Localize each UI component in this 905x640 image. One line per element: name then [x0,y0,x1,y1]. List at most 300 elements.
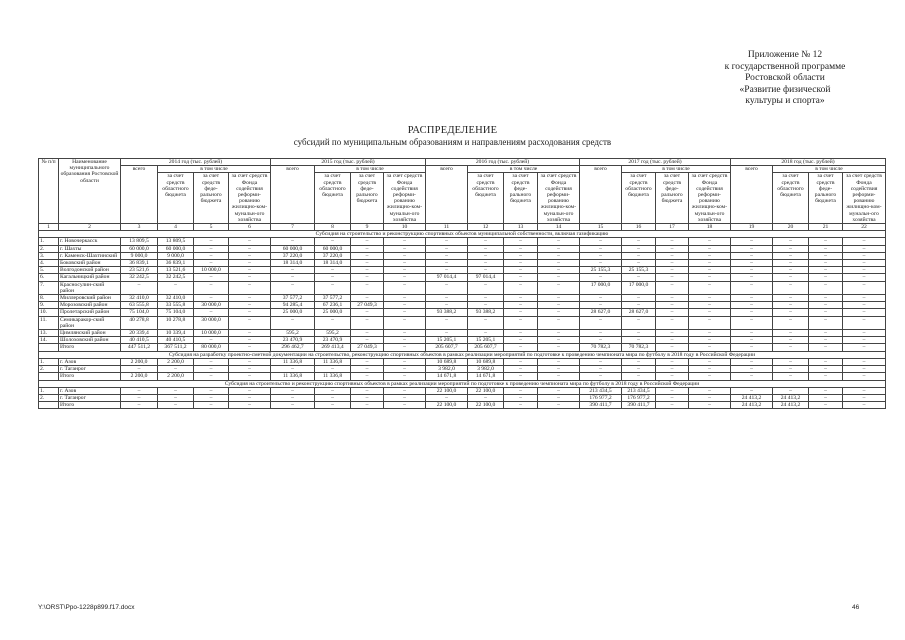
column-numbers-row [39,224,886,231]
value-cell: 75 104,0 [121,309,158,316]
value-cell: 18 314,0 [271,260,315,267]
value-cell: – [843,394,886,401]
value-cell: – [504,267,538,274]
value-cell: – [731,245,773,252]
value-cell: 94 285,4 [271,302,315,309]
header-fund: за счет средств Фонда содействия реформи-рованию жилищно-ком-мунальн-ого хозяйства [229,173,271,224]
value-cell: 93 388,2 [426,309,468,316]
value-cell: – [384,281,426,294]
value-cell: 40 410,5 [158,337,194,344]
value-cell: – [773,252,809,259]
value-cell: 15 205,1 [426,337,468,344]
value-cell: – [504,302,538,309]
value-cell: – [351,238,384,245]
value-cell: – [843,330,886,337]
value-cell: – [384,402,426,409]
value-cell: 176 977,2 [622,394,656,401]
value-cell: – [773,373,809,380]
value-cell: – [468,252,504,259]
value-cell: – [384,394,426,401]
value-cell: – [773,344,809,351]
header-regional: за счет средств областного бюджета [622,173,656,224]
value-cell: 3 982,0 [468,366,504,373]
value-cell: 33 555,8 [158,302,194,309]
value-cell: – [315,238,351,245]
value-cell: – [538,337,580,344]
value-cell: – [538,252,580,259]
value-cell: – [538,402,580,409]
value-cell: – [194,402,229,409]
value-cell: – [538,281,580,294]
value-cell: – [384,252,426,259]
value-cell: – [271,402,315,409]
value-cell: – [689,281,731,294]
value-cell: – [731,330,773,337]
value-cell: – [229,281,271,294]
value-cell: – [580,274,622,281]
municipality-name: Пролетарский район [59,309,121,316]
value-cell: – [229,274,271,281]
row-number: 1. [39,387,59,394]
value-cell: – [121,366,158,373]
value-cell: – [809,302,843,309]
value-cell: – [468,302,504,309]
value-cell: – [229,330,271,337]
value-cell: – [351,337,384,344]
total-row [39,344,886,351]
value-cell: – [843,252,886,259]
value-cell: – [580,337,622,344]
value-cell: 213 434,5 [622,387,656,394]
value-cell: – [194,358,229,365]
value-cell: – [809,402,843,409]
value-cell: – [656,309,689,316]
row-number [39,402,59,409]
value-cell: – [504,238,538,245]
table-row [39,387,886,394]
value-cell: – [194,252,229,259]
value-cell: 97 014,4 [468,274,504,281]
value-cell: – [504,402,538,409]
value-cell: – [271,274,315,281]
value-cell: – [271,267,315,274]
header-regional: за счет средств областного бюджета [315,173,351,224]
value-cell: – [426,394,468,401]
value-cell: 10 689,8 [468,358,504,365]
value-cell: – [622,358,656,365]
value-cell: – [271,387,315,394]
value-cell: – [731,358,773,365]
value-cell: – [656,373,689,380]
value-cell: – [229,366,271,373]
value-cell: – [351,245,384,252]
header-year: 2016 год (тыс. рублей) [426,159,580,166]
value-cell: – [731,274,773,281]
value-cell: 390 411,7 [580,402,622,409]
value-cell: – [194,245,229,252]
value-cell: – [384,295,426,302]
value-cell: – [656,274,689,281]
value-cell: 22 100,0 [468,387,504,394]
value-cell: – [504,358,538,365]
column-number: 19 [731,224,773,231]
header-total: всего [580,166,622,224]
value-cell: 24 413,2 [731,402,773,409]
value-cell: 40 278,8 [121,316,158,329]
value-cell: – [121,387,158,394]
row-number: 1. [39,238,59,245]
header-incl: в том числе [315,166,426,173]
value-cell: – [504,295,538,302]
value-cell: – [731,344,773,351]
value-cell: – [229,245,271,252]
municipality-name: г. Новочеркасск [59,238,121,245]
value-cell: – [426,330,468,337]
value-cell: – [194,295,229,302]
header-year: 2015 год (тыс. рублей) [271,159,426,166]
value-cell: – [158,281,194,294]
value-cell: 32 410,0 [121,295,158,302]
value-cell: – [538,344,580,351]
value-cell: – [656,394,689,401]
value-cell: – [351,295,384,302]
municipality-name: Кагальницкий район [59,274,121,281]
value-cell: 24 413,2 [773,402,809,409]
value-cell: – [622,373,656,380]
value-cell: – [656,344,689,351]
table-row [39,238,886,245]
value-cell: – [580,330,622,337]
value-cell: – [773,358,809,365]
row-number [39,373,59,380]
header-incl: в том числе [622,166,731,173]
value-cell: – [194,238,229,245]
row-number: 8. [39,295,59,302]
column-number: 8 [315,224,351,231]
value-cell: 36 839,1 [121,260,158,267]
header-incl: в том числе [158,166,271,173]
value-cell: – [622,295,656,302]
table-row [39,309,886,316]
row-number: 14. [39,337,59,344]
value-cell: – [229,309,271,316]
value-cell: 27 049,3 [351,344,384,351]
value-cell: – [656,330,689,337]
value-cell: – [538,387,580,394]
value-cell: – [504,366,538,373]
value-cell: – [351,260,384,267]
value-cell: – [351,358,384,365]
header-total: всего [426,166,468,224]
value-cell: – [580,316,622,329]
value-cell: – [468,281,504,294]
value-cell: 23 521,6 [121,267,158,274]
municipality-name: Красносулин-ский район [59,281,121,294]
value-cell: – [468,260,504,267]
value-cell: 3 982,0 [426,366,468,373]
value-cell: – [809,387,843,394]
table-row [39,302,886,309]
value-cell: – [689,309,731,316]
value-cell: – [809,373,843,380]
value-cell: 23 470,9 [271,337,315,344]
footer-file-path: Y:\ORST\Ppo-1228p899.f17.docx [38,604,135,611]
value-cell: – [731,302,773,309]
value-cell: – [731,252,773,259]
table-row [39,366,886,373]
value-cell: – [731,316,773,329]
value-cell: – [809,344,843,351]
value-cell: 75 104,0 [158,309,194,316]
value-cell: 296 462,7 [271,344,315,351]
column-number: 3 [121,224,158,231]
header-year: 2014 год (тыс. рублей) [121,159,271,166]
table-row [39,295,886,302]
value-cell: 595,2 [271,330,315,337]
value-cell: – [656,358,689,365]
value-cell: – [384,344,426,351]
value-cell: – [426,245,468,252]
value-cell: – [351,373,384,380]
value-cell: – [468,238,504,245]
table-row [39,274,886,281]
value-cell: 28 627,0 [580,309,622,316]
value-cell: – [229,373,271,380]
column-number: 11 [426,224,468,231]
value-cell: – [689,366,731,373]
value-cell: 80 000,0 [194,344,229,351]
value-cell: – [656,267,689,274]
value-cell: – [731,260,773,267]
row-number: 4. [39,260,59,267]
table-row [39,267,886,274]
row-number: 1. [39,358,59,365]
value-cell: 18 314,0 [315,260,351,267]
value-cell: – [773,330,809,337]
value-cell: – [229,394,271,401]
header-year: 2017 год (тыс. рублей) [580,159,731,166]
value-cell: 24 413,2 [773,394,809,401]
value-cell: – [229,302,271,309]
value-cell: – [689,402,731,409]
value-cell: – [504,309,538,316]
value-cell: – [194,387,229,394]
value-cell: 11 336,8 [315,358,351,365]
row-number: 2. [39,394,59,401]
municipality-name: Цимлянский район [59,330,121,337]
value-cell: – [229,260,271,267]
value-cell: 25 155,3 [622,267,656,274]
title-sub: субсидий по муниципальным образованиям и направлениям расходования средств [293,137,612,147]
value-cell: 60 000,0 [271,245,315,252]
value-cell: – [622,302,656,309]
value-cell: – [351,394,384,401]
value-cell: – [622,330,656,337]
value-cell: 67 236,1 [315,302,351,309]
value-cell: 60 000,0 [158,245,194,252]
value-cell: 23 470,9 [315,337,351,344]
column-number: 2 [59,224,121,231]
value-cell: 28 627,0 [622,309,656,316]
table-row [39,330,886,337]
value-cell: – [809,337,843,344]
value-cell: – [229,387,271,394]
value-cell: 2 200,0 [158,373,194,380]
value-cell: – [622,238,656,245]
value-cell: – [689,245,731,252]
value-cell: 9 000,0 [121,252,158,259]
value-cell: 70 782,3 [622,344,656,351]
value-cell: – [689,344,731,351]
table-row [39,394,886,401]
value-cell: 20 339,4 [121,330,158,337]
header-regional: за счет средств областного бюджета [773,173,809,224]
value-cell: – [689,373,731,380]
value-cell: 93 388,2 [468,309,504,316]
value-cell: – [773,274,809,281]
value-cell: 11 336,8 [315,373,351,380]
value-cell: – [351,281,384,294]
value-cell: – [656,252,689,259]
value-cell: – [384,316,426,329]
value-cell: – [384,387,426,394]
title-main: РАСПРЕДЕЛЕНИЕ [407,125,498,136]
value-cell: – [731,366,773,373]
value-cell: – [426,238,468,245]
value-cell: – [622,252,656,259]
value-cell: – [158,402,194,409]
value-cell: – [622,260,656,267]
value-cell: – [194,260,229,267]
value-cell: – [656,316,689,329]
value-cell: 10 339,4 [158,330,194,337]
value-cell: 24 413,2 [731,394,773,401]
value-cell: – [315,394,351,401]
total-row [39,402,886,409]
annex-line: к государственной программе [724,61,846,72]
value-cell: – [731,309,773,316]
value-cell: 13 521,6 [158,267,194,274]
value-cell: – [194,366,229,373]
value-cell: – [504,245,538,252]
value-cell: – [315,402,351,409]
value-cell: 390 411,7 [622,402,656,409]
table-row [39,245,886,252]
column-number: 18 [689,224,731,231]
value-cell: – [504,316,538,329]
value-cell: – [351,274,384,281]
value-cell: – [384,366,426,373]
row-number: 10. [39,309,59,316]
value-cell: – [843,281,886,294]
value-cell: – [504,394,538,401]
value-cell: 27 049,3 [351,302,384,309]
value-cell: – [689,358,731,365]
value-cell: – [384,245,426,252]
value-cell: – [384,302,426,309]
column-number: 7 [271,224,315,231]
annex-block [680,50,890,108]
value-cell: 22 100,0 [426,402,468,409]
value-cell: – [580,373,622,380]
value-cell: – [271,394,315,401]
row-number: 2. [39,366,59,373]
municipality-name: г. Азов [59,387,121,394]
value-cell: – [580,245,622,252]
value-cell: – [384,358,426,365]
value-cell: 205 607,7 [468,344,504,351]
value-cell: – [843,387,886,394]
value-cell: – [809,295,843,302]
value-cell: – [504,373,538,380]
header-incl: в том числе [773,166,886,173]
municipality-name: Итого [59,344,121,351]
municipality-name: г. Таганрог [59,366,121,373]
value-cell: – [731,373,773,380]
row-number: 5. [39,267,59,274]
value-cell: – [504,274,538,281]
value-cell: – [843,260,886,267]
value-cell: 447 511,2 [121,344,158,351]
value-cell: – [504,260,538,267]
value-cell: – [538,267,580,274]
value-cell: – [773,295,809,302]
total-row [39,373,886,380]
header-federal: за счет средств феде-рального бюджета [351,173,384,224]
value-cell: – [468,394,504,401]
value-cell: 22 100,0 [426,387,468,394]
value-cell: – [194,274,229,281]
annex-line: «Развитие физической [739,84,831,95]
value-cell: – [194,394,229,401]
value-cell: – [229,337,271,344]
value-cell: 176 977,2 [580,394,622,401]
municipality-name: Семикаракор-ский район [59,316,121,329]
section-title: Субсидия на строительство и реконструкцию спортивных объектов муниципальной собственности, включая газификацию [39,231,886,238]
value-cell: 37 220,0 [271,252,315,259]
value-cell: 17 000,0 [580,281,622,294]
column-number: 13 [504,224,538,231]
column-number: 14 [538,224,580,231]
value-cell: – [809,238,843,245]
value-cell: 22 100,0 [468,402,504,409]
value-cell: – [315,366,351,373]
value-cell: – [158,366,194,373]
value-cell: 36 839,1 [158,260,194,267]
value-cell: – [229,358,271,365]
value-cell: – [538,245,580,252]
value-cell: – [315,387,351,394]
value-cell: – [809,267,843,274]
header-federal: за счет средств феде-рального бюджета [809,173,843,224]
column-number: 10 [384,224,426,231]
municipality-name: Волгодонской район [59,267,121,274]
value-cell: – [351,316,384,329]
column-number: 9 [351,224,384,231]
value-cell: – [351,402,384,409]
value-cell: 11 336,8 [271,373,315,380]
value-cell: 11 336,8 [271,358,315,365]
value-cell: – [773,281,809,294]
value-cell: – [656,337,689,344]
value-cell: – [194,309,229,316]
value-cell: – [426,252,468,259]
value-cell: – [809,358,843,365]
section-title-row [39,380,886,387]
value-cell: – [689,274,731,281]
value-cell: – [773,267,809,274]
value-cell: 97 014,4 [426,274,468,281]
